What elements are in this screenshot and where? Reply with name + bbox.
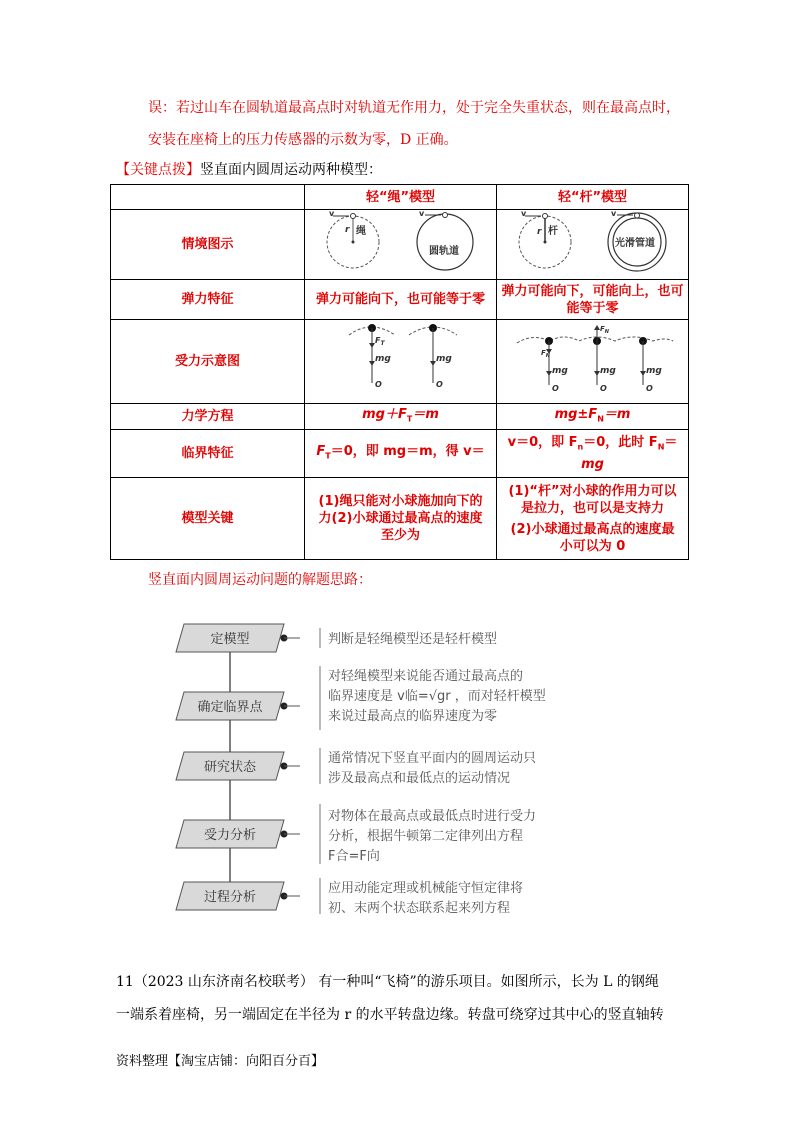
svg-text:FT	[375, 336, 385, 347]
key-point-heading	[116, 160, 382, 180]
svg-text:mg: mg	[645, 366, 662, 376]
flow-box-1: 定模型	[210, 632, 250, 647]
row-label-equation: 力学方程	[111, 404, 305, 430]
svg-text:O: O	[551, 384, 559, 393]
problem-line-2: 一端系着座椅，另一端固定在半径为 r 的水平转盘边缘。转盘可绕穿过其中心的竖直轴转	[116, 1007, 664, 1023]
flow-desc-2-3: 来说过最高点的临界速度为零	[328, 709, 498, 724]
rod-crit-c: ＝	[664, 435, 678, 451]
flow-desc-4-2: 分析，根据牛顿第二定律列出方程	[328, 829, 524, 844]
rope-elastic: 弹力可能向下，也可能等于零	[305, 280, 497, 320]
rod-crit-sub1: n	[577, 442, 584, 452]
rod-force-diagram	[497, 320, 689, 404]
model-comparison-table	[110, 184, 689, 560]
row-label-force: 受力示意图	[111, 320, 305, 404]
flow-desc-4-3: F合=F向	[328, 849, 380, 864]
svg-text:O: O	[599, 384, 607, 393]
rod-eq-tail: ＝m	[603, 406, 631, 422]
flow-step-2	[176, 666, 546, 730]
header-rope-model: 轻“绳”模型	[305, 185, 497, 210]
flow-desc-2-1: 对轻绳模型来说能否通过最高点的	[328, 669, 524, 684]
rope-mg-1: mg	[374, 354, 391, 364]
svg-text:v: v	[610, 210, 616, 218]
row-label-elastic: 弹力特征	[111, 280, 305, 320]
intro-line-1: 误：若过山车在圆轨道最高点时对轨道无作用力，处于完全失重状态，则在最高点时，	[148, 100, 680, 116]
rope-o-1: O	[374, 380, 382, 389]
header-rod-model: 轻“杆”模型	[497, 185, 689, 210]
svg-text:mg: mg	[599, 366, 616, 376]
intro-line-2: 安装在座椅上的压力传感器的示数为零，D 正确。	[148, 132, 458, 148]
flow-box-3: 研究状态	[203, 760, 257, 775]
rope-crit-b: ＝0，即 mg＝m，得 v＝	[330, 443, 485, 459]
rod-force-svg	[503, 321, 683, 397]
rope-track-label: 圆轨道	[428, 246, 459, 257]
rod-crit-a: v＝0，即 F	[507, 435, 578, 451]
flow-step-5	[176, 878, 523, 916]
rod-word: 杆	[547, 226, 558, 237]
rod-key-2: (2)小球通过最高点的速度最小可以为 0	[510, 521, 675, 554]
ft-sub: T	[379, 340, 385, 347]
flow-desc-1-1: 判断是轻绳模型还是轻杆模型	[328, 632, 498, 647]
key-point-bracket: 【关键点拨】	[116, 162, 200, 178]
rod-r-label: r	[536, 227, 541, 237]
svg-text:mg: mg	[551, 366, 568, 376]
table-row-critical	[111, 430, 689, 478]
r-label: r	[344, 225, 349, 235]
table-row-force	[111, 320, 689, 404]
rod-key-1: (1)“杆”对小球的作用力可以是拉力，也可以是支持力	[508, 483, 677, 516]
rope-o-2: O	[435, 380, 443, 389]
rope-eq-a: mg＋F	[362, 406, 407, 422]
key-point-text: 竖直面内圆周运动两种模型：	[200, 162, 382, 178]
rod-equation	[497, 404, 689, 430]
footer-source: 资料整理【淘宝店铺：向阳百分百】	[116, 1054, 325, 1069]
rod-track-label: 光滑管道	[614, 238, 655, 249]
flow-step-3	[176, 748, 536, 786]
flow-title: 竖直面内圆周运动问题的解题思路：	[148, 572, 372, 588]
flow-box-5: 过程分析	[203, 890, 257, 905]
header-empty	[111, 185, 305, 210]
table-row-key	[111, 478, 689, 560]
table-row-scene	[111, 210, 689, 280]
rod-eq-sub: N	[597, 414, 604, 424]
rod-crit-b: ＝0，此时 F	[583, 435, 658, 451]
flow-desc-4-1: 对物体在最高点或最低点时进行受力	[328, 809, 537, 824]
rope-crit-sub: T	[325, 451, 331, 461]
rod-crit-sub2: N	[657, 442, 665, 452]
row-label-key: 模型关键	[111, 478, 305, 560]
rod-eq-a: mg±F	[554, 406, 598, 422]
rope-force-diagram	[305, 320, 497, 404]
svg-text:FN	[600, 325, 610, 335]
rope-scene-diagram	[305, 210, 497, 280]
flow-desc-3-1: 通常情况下竖直平面内的圆周运动只	[328, 751, 537, 766]
svg-text:O: O	[645, 384, 653, 393]
rod-scene-diagram	[497, 210, 689, 280]
flow-desc-3-2: 涉及最高点和最低点的运动情况	[328, 771, 511, 786]
problem-line-1: 11（2023 山东济南名校联考） 有一种叫“飞椅”的游乐项目。如图所示，长为 L 的钢绳	[116, 974, 659, 990]
rope-eq-sub: T	[406, 414, 413, 424]
rope-critical	[305, 430, 497, 478]
flow-step-1	[176, 624, 497, 652]
flow-desc-5-2: 初、末两个状态联系起来列方程	[328, 901, 511, 916]
flow-desc-2-2: 临界速度是 v临=√gr ，而对轻杆模型	[328, 689, 546, 704]
flow-box-2: 确定临界点	[197, 700, 263, 715]
rope-crit-a: F	[316, 443, 326, 459]
rod-scene-svg	[503, 210, 683, 274]
rope-eq-tail: ＝m	[412, 406, 439, 422]
svg-text:v: v	[418, 210, 424, 218]
v-label: v	[328, 210, 334, 218]
row-label-critical: 临界特征	[111, 430, 305, 478]
rod-key	[497, 478, 689, 560]
rope-mg-2: mg	[435, 354, 452, 364]
table-header-row	[111, 185, 689, 210]
table-row-equation	[111, 404, 689, 430]
fn-sub: N	[604, 329, 609, 335]
rod-critical	[497, 430, 689, 478]
flow-box-4: 受力分析	[203, 828, 257, 843]
rope-scene-svg	[311, 210, 491, 274]
rod-crit-d: mg	[581, 456, 604, 472]
rope-word: 绳	[355, 226, 366, 237]
rod-elastic: 弹力可能向下，可能向上，也可能等于零	[497, 280, 689, 320]
svg-text:FN: $F_N$	[540, 349, 550, 359]
ft-symbol: F	[374, 336, 380, 345]
rope-equation	[305, 404, 497, 430]
rope-force-svg	[311, 321, 491, 397]
fn-symbol: F	[599, 325, 605, 333]
row-label-scene: 情境图示	[111, 210, 305, 280]
svg-text:v: v	[520, 210, 526, 218]
rope-key: (1)绳只能对小球施加向下的力(2)小球通过最高点的速度至少为	[305, 478, 497, 560]
table-row-elastic	[111, 280, 689, 320]
solution-flowchart	[160, 612, 620, 922]
flow-desc-5-1: 应用动能定理或机械能守恒定律将	[328, 881, 524, 896]
